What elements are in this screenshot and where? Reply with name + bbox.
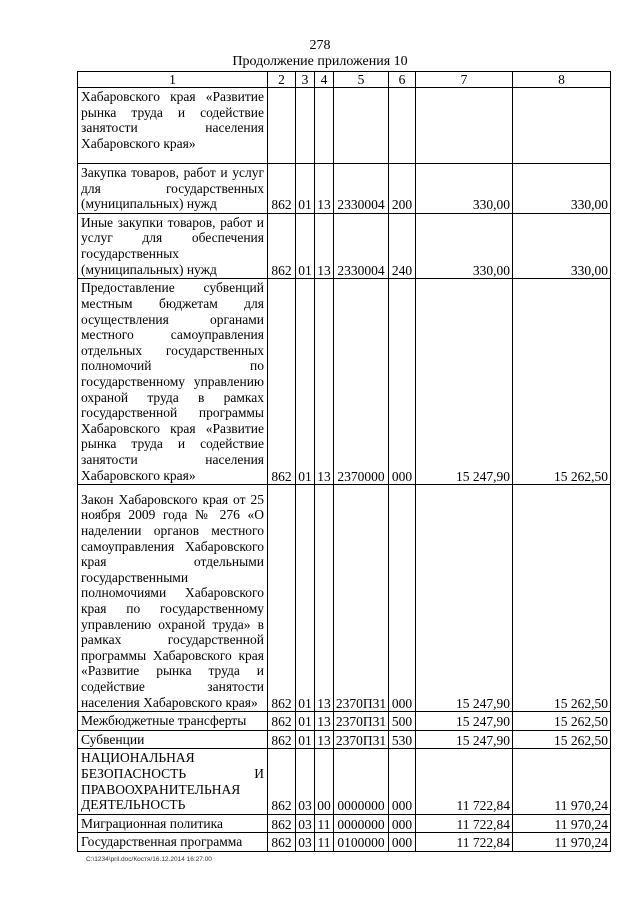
table-row (78, 279, 611, 485)
cell-ministry (268, 88, 296, 164)
column-header: 4 (315, 72, 334, 88)
row-name: Закупка товаров, работ и услуг для государственных (муниципальных) нужд (78, 164, 268, 214)
document-footer-path: C:\1234\pril.doc/Костя/16.12.2014 16:27:00 (86, 856, 212, 863)
cell-expense-type: 500 (389, 712, 416, 731)
cell-amount-2015: 11 722,84 (416, 814, 513, 833)
cell-amount-2015: 330,00 (416, 164, 513, 214)
cell-amount-2015: 15 247,90 (416, 485, 513, 712)
cell-amount-2016: 11 970,24 (513, 749, 611, 814)
cell-expense-type: 000 (389, 814, 416, 833)
cell-amount-2015: 330,00 (416, 213, 513, 278)
table-row (78, 814, 611, 833)
column-header: 5 (334, 72, 389, 88)
table-row (78, 749, 611, 814)
cell-amount-2016: 330,00 (513, 164, 611, 214)
cell-amount-2016: 11 970,24 (513, 833, 611, 852)
page-number: 278 (309, 38, 331, 53)
table-row (78, 213, 611, 278)
cell-section: 01 (296, 279, 315, 485)
cell-amount-2016: 15 262,50 (513, 730, 611, 749)
cell-subsection: 13 (315, 485, 334, 712)
cell-amount-2015: 15 247,90 (416, 279, 513, 485)
cell-ministry: 862 (268, 164, 296, 214)
cell-ministry: 862 (268, 485, 296, 712)
cell-target-article (334, 88, 389, 164)
cell-ministry: 862 (268, 712, 296, 731)
appendix-subtitle: Продолжение приложения 10 (232, 54, 408, 69)
cell-target-article: 0000000 (334, 749, 389, 814)
cell-subsection (315, 88, 334, 164)
cell-subsection: 11 (315, 814, 334, 833)
row-name: НАЦИОНАЛЬНАЯ БЕЗОПАСНОСТЬ И ПРАВООХРАНИТЕЛЬНАЯ ДЕЯТЕЛЬНОСТЬ (78, 749, 268, 814)
cell-subsection: 00 (315, 749, 334, 814)
column-header: 2 (268, 72, 296, 88)
row-name: Предоставление субвенций местным бюджетам для осуществления органами местного самоуправления отдельных государственных полномочий по государственному управлению охраной труда в рамках государственной программы Хабаровского края «Развитие рынка труда и содействие занятости населения Хабаровского края» (78, 279, 268, 485)
column-header: 3 (296, 72, 315, 88)
column-header: 8 (513, 72, 611, 88)
cell-section: 03 (296, 833, 315, 852)
cell-target-article: 2370П31 (334, 712, 389, 731)
cell-expense-type: 240 (389, 213, 416, 278)
budget-table (77, 71, 611, 852)
table-row (78, 485, 611, 712)
cell-ministry: 862 (268, 833, 296, 852)
cell-expense-type: 000 (389, 485, 416, 712)
cell-section: 01 (296, 164, 315, 214)
cell-amount-2016: 15 262,50 (513, 712, 611, 731)
cell-subsection: 13 (315, 279, 334, 485)
cell-amount-2015: 15 247,90 (416, 712, 513, 731)
column-header: 1 (78, 72, 268, 88)
cell-amount-2016: 15 262,50 (513, 485, 611, 712)
cell-amount-2016: 15 262,50 (513, 279, 611, 485)
table-header-row (78, 72, 611, 88)
cell-expense-type: 000 (389, 749, 416, 814)
cell-amount-2015 (416, 88, 513, 164)
table-row (78, 164, 611, 214)
cell-section: 01 (296, 712, 315, 731)
cell-target-article: 2330004 (334, 213, 389, 278)
cell-target-article: 2330004 (334, 164, 389, 214)
cell-expense-type: 530 (389, 730, 416, 749)
cell-target-article: 2370П31 (334, 730, 389, 749)
table-row (78, 730, 611, 749)
cell-target-article: 2370П31 (334, 485, 389, 712)
row-name: Межбюджетные трансферты (78, 712, 268, 731)
column-header: 7 (416, 72, 513, 88)
row-name: Закон Хабаровского края от 25 ноября 2009 года № 276 «О наделении органов местного самоуправления Хабаровского края отдельными государственными полномочиями Хабаровского края по государственному управлению охраной труда» в рамках государственной программы Хабаровского края «Развитие рынка труда и содействие занятости населения Хабаровского края» (78, 485, 268, 712)
cell-expense-type: 000 (389, 279, 416, 485)
cell-ministry: 862 (268, 814, 296, 833)
cell-subsection: 13 (315, 164, 334, 214)
row-name: Иные закупки товаров, работ и услуг для обеспечения государственных (муниципальных) нужд (78, 213, 268, 278)
cell-target-article: 2370000 (334, 279, 389, 485)
column-header: 6 (389, 72, 416, 88)
cell-section: 03 (296, 749, 315, 814)
table-row (78, 712, 611, 731)
cell-amount-2015: 15 247,90 (416, 730, 513, 749)
cell-subsection: 13 (315, 712, 334, 731)
cell-section: 01 (296, 213, 315, 278)
cell-ministry: 862 (268, 730, 296, 749)
row-name: Миграционная политика (78, 814, 268, 833)
cell-amount-2016: 11 970,24 (513, 814, 611, 833)
table-row (78, 88, 611, 164)
cell-section (296, 88, 315, 164)
cell-ministry: 862 (268, 213, 296, 278)
cell-amount-2016: 330,00 (513, 213, 611, 278)
row-name: Субвенции (78, 730, 268, 749)
cell-section: 01 (296, 730, 315, 749)
cell-ministry: 862 (268, 279, 296, 485)
cell-section: 03 (296, 814, 315, 833)
cell-amount-2015: 11 722,84 (416, 749, 513, 814)
cell-ministry: 862 (268, 749, 296, 814)
cell-expense-type: 200 (389, 164, 416, 214)
cell-subsection: 13 (315, 730, 334, 749)
cell-section: 01 (296, 485, 315, 712)
cell-subsection: 11 (315, 833, 334, 852)
cell-amount-2015: 11 722,84 (416, 833, 513, 852)
cell-target-article: 0100000 (334, 833, 389, 852)
row-name: Хабаровского края «Развитие рынка труда и содействие занятости населения Хабаровского края» (78, 88, 268, 164)
row-name: Государственная программа (78, 833, 268, 852)
cell-target-article: 0000000 (334, 814, 389, 833)
cell-expense-type (389, 88, 416, 164)
table-row (78, 833, 611, 852)
cell-expense-type: 000 (389, 833, 416, 852)
cell-subsection: 13 (315, 213, 334, 278)
cell-amount-2016 (513, 88, 611, 164)
